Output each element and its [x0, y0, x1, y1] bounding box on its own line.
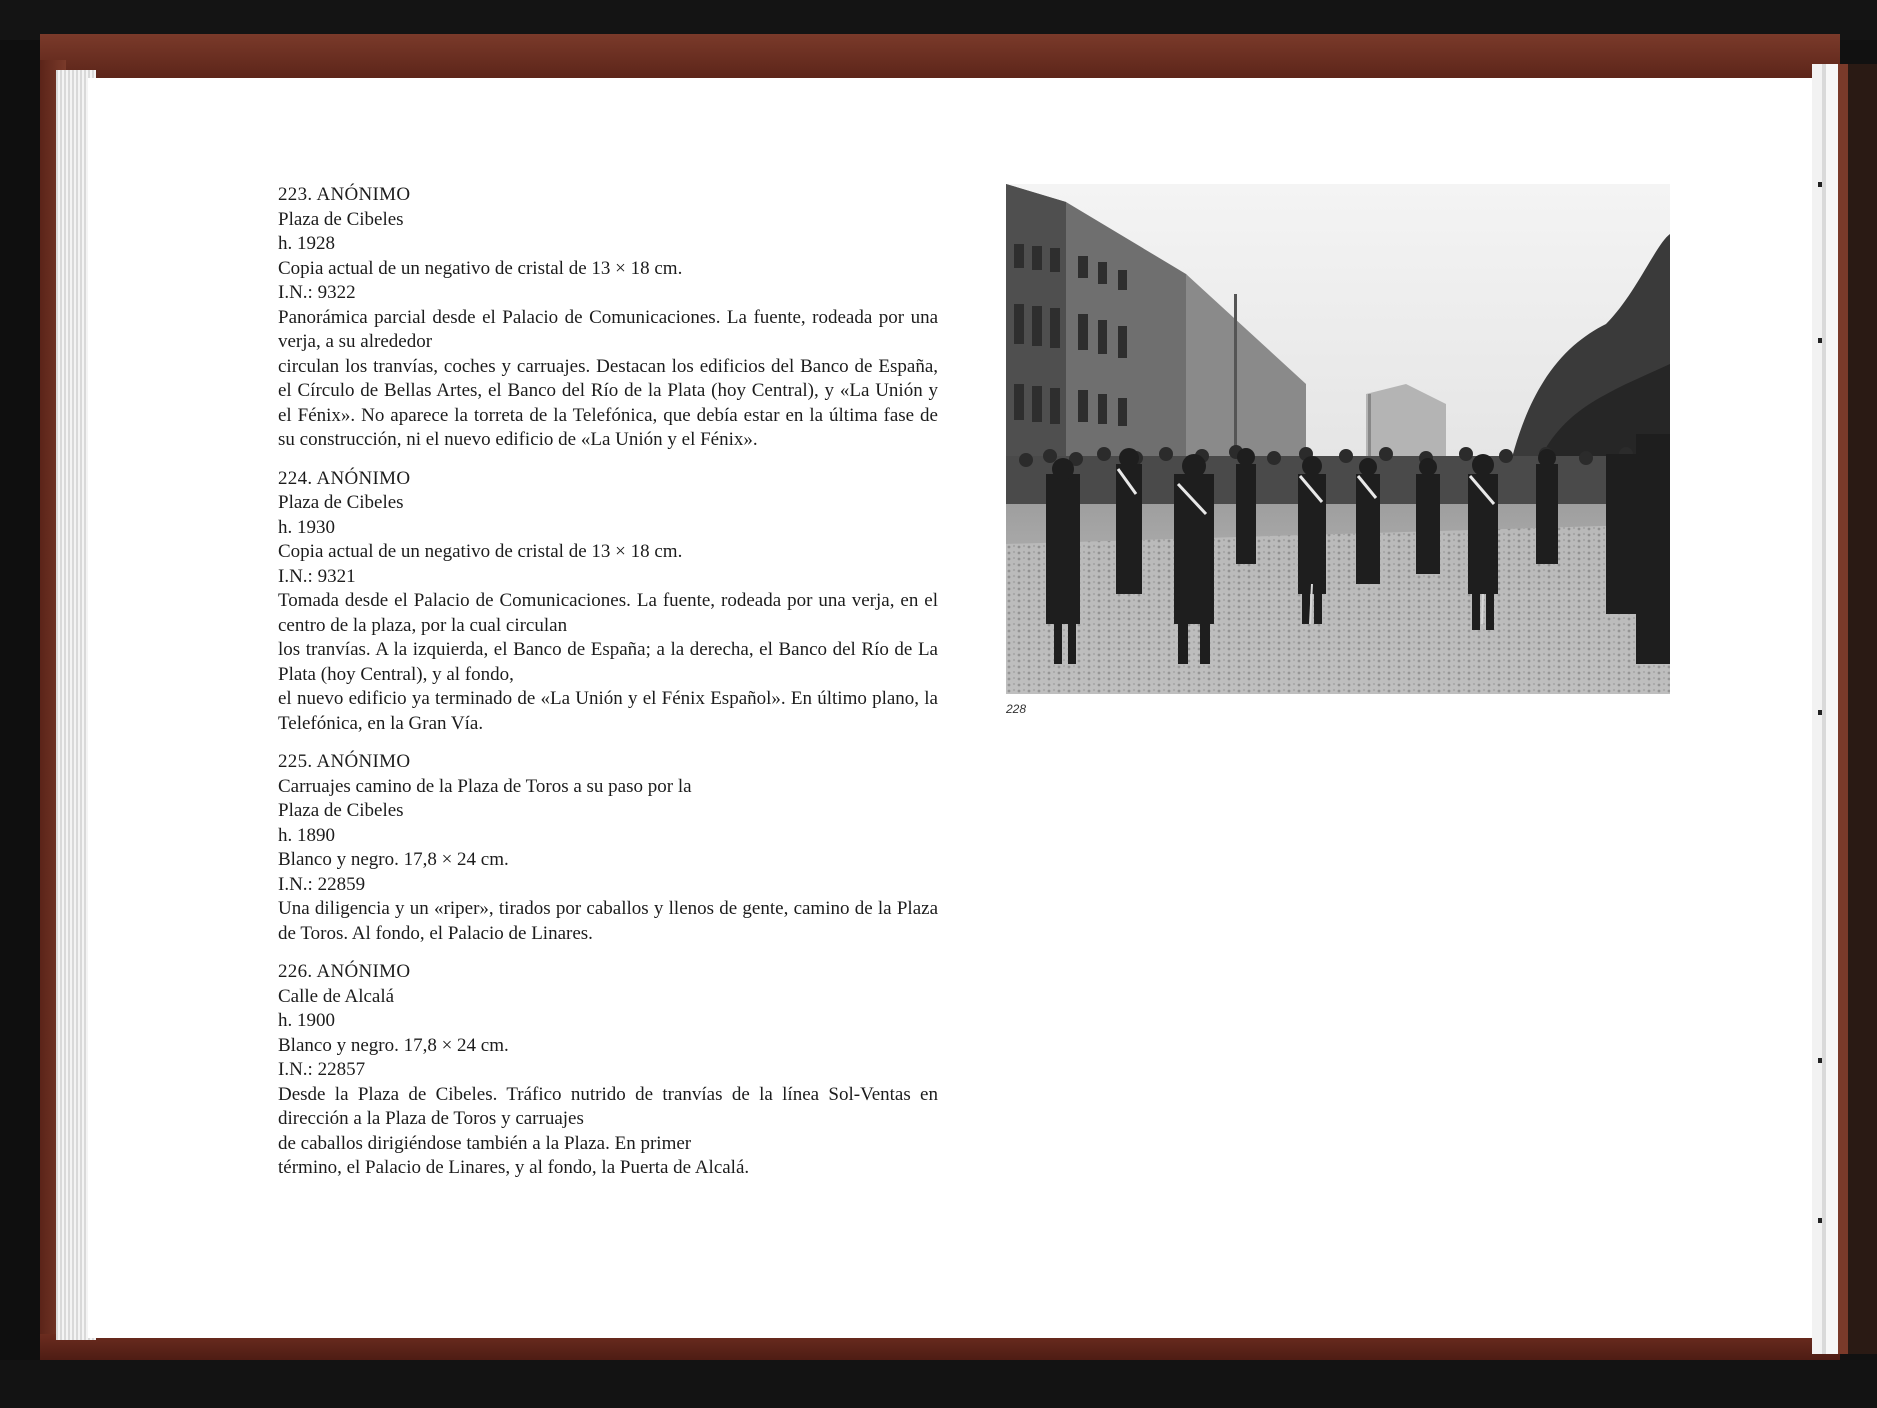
entry-medium: Blanco y negro. 17,8 × 24 cm. — [278, 1034, 509, 1056]
entry-heading: 225. ANÓNIMO — [278, 751, 411, 772]
entry-medium: Copia actual de un negativo de cristal de 13 × 18 cm. — [278, 541, 683, 562]
entry-medium: Blanco y negro. 17,8 × 24 cm. — [278, 849, 509, 870]
historic-photograph — [1006, 184, 1670, 694]
catalog-entry — [278, 467, 938, 737]
entry-date: h. 1890 — [278, 824, 335, 846]
edge-marker — [1818, 338, 1822, 343]
catalog-column — [278, 183, 938, 1195]
entry-title: Carruajes camino de la Plaza de Toros a su paso por la Plaza de Cibeles — [278, 775, 692, 821]
entry-description: Tomada desde el Palacio de Comunicaciones. La fuente, rodeada por una verja, en el centro de la plaza, por la cual circulan los tranvías. A la izquierda, el Banco de España; a la derecha, el Banco del Río de La Plata (hoy Central), y al fondo, el nuevo edificio ya terminado de «La Unión y el Fénix Español». En último plano, la Telefónica, en la Gran Vía. — [278, 590, 938, 734]
edge-marker — [1818, 1218, 1822, 1223]
scan-background-bottom — [0, 1360, 1877, 1408]
entry-description: Panorámica parcial desde el Palacio de Comunicaciones. La fuente, rodeada por una verja, a su alrededor circulan los tranvías, coches y carruajes. Destacan los edificios del Banco de España, el Círculo de Bellas Artes, el Banco del Río de la Plata (hoy Central), y «La Unión y el Fénix». No aparece la torreta de la Telefónica, que debía estar en la última fase de su construcción, ni el nuevo edificio de «La Unión y el Fénix». — [278, 306, 938, 450]
entry-heading: 223. ANÓNIMO — [278, 184, 411, 205]
entry-date: h. 1900 — [278, 1010, 335, 1031]
entry-date: h. 1930 — [278, 516, 335, 538]
entry-title: Calle de Alcalá — [278, 985, 395, 1007]
edge-marker — [1818, 710, 1822, 715]
entry-inventory: I.N.: 22857 — [278, 1059, 366, 1080]
entry-date: h. 1928 — [278, 233, 335, 254]
photo-caption: 228 — [1006, 702, 1027, 716]
entry-inventory: I.N.: 9322 — [278, 282, 356, 303]
entry-title: Plaza de Cibeles — [278, 492, 404, 513]
entry-inventory: I.N.: 9321 — [278, 565, 356, 587]
entry-description: Una diligencia y un «riper», tirados por caballos y llenos de gente, camino de la Plaza de Toros. Al fondo, el Palacio de Linares. — [278, 898, 938, 944]
edge-marker — [1818, 182, 1822, 187]
catalog-entry — [278, 960, 938, 1181]
street-parade-image — [1006, 184, 1670, 694]
entry-medium: Copia actual de un negativo de cristal de 13 × 18 cm. — [278, 257, 683, 279]
entry-heading: 224. ANÓNIMO — [278, 467, 411, 489]
catalog-entry — [278, 183, 938, 453]
entry-heading: 226. ANÓNIMO — [278, 961, 411, 982]
entry-description: Desde la Plaza de Cibeles. Tráfico nutrido de tranvías de la línea Sol-Ventas en dirección a la Plaza de Toros y carruajes de caballos dirigiéndose también a la Plaza. En primer término, el Palacio de Linares, y al fondo, la Puerta de Alcalá. — [278, 1083, 938, 1178]
entry-inventory: I.N.: 22859 — [278, 873, 366, 895]
book-cover-top-edge — [40, 34, 1840, 80]
edge-marker — [1818, 1058, 1822, 1063]
catalog-entry — [278, 750, 938, 946]
book-right-edge — [1812, 64, 1877, 1354]
entry-title: Plaza de Cibeles — [278, 208, 404, 230]
